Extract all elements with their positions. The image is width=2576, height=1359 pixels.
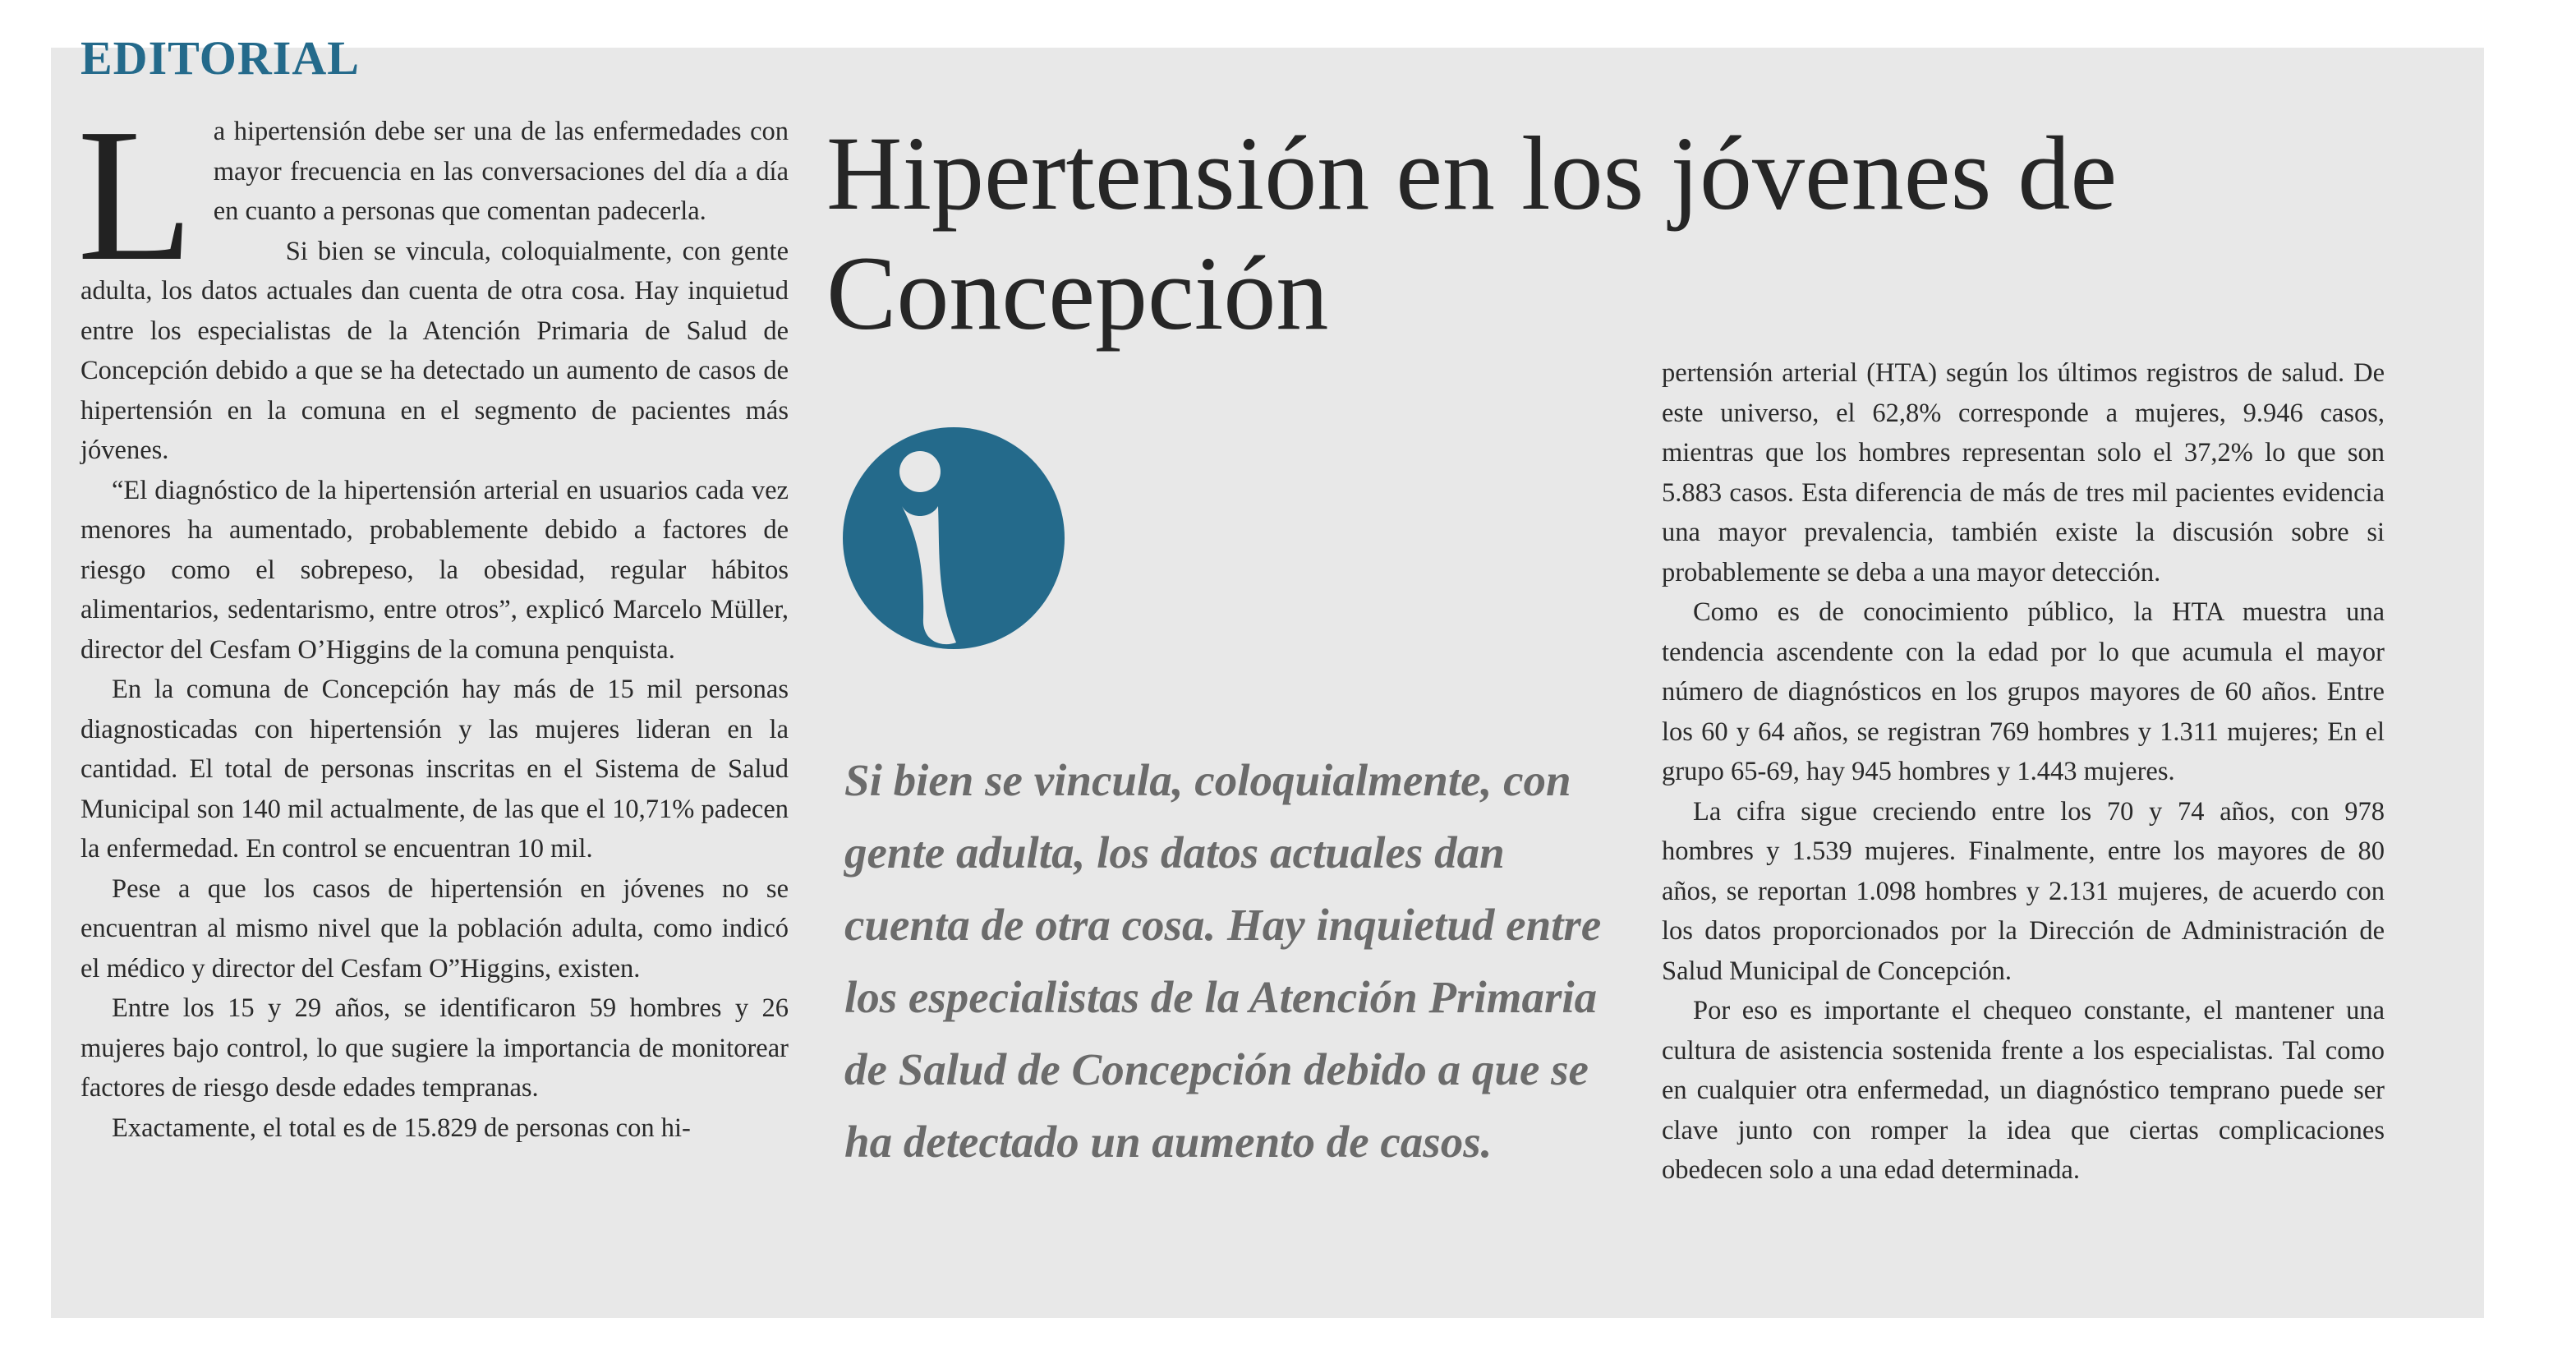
right-column: [1662, 353, 2385, 1191]
article-paragraph-4: En la comuna de Concepción hay más de 15 mil personas diagnosticadas con hipertensión y las mujeres lideran en la cantidad. El total de personas inscritas en el Sistema de Salud Municipal son 140 mil actualmente, de las que el 10,71% padecen la enfermedad. En control se encuentran 10 mil.: [80, 675, 789, 864]
article-paragraph-2: Si bien se vincula, coloquialmente, con gente adulta, los datos actuales dan cuenta de otra cosa. Hay inquietud entre los especialistas de la Atención Primaria de Salud de Concepción debido a que se ha detectado un aumento de casos de hipertensión en la comuna en el segmento de pacientes más jóvenes.: [80, 236, 789, 465]
article-paragraph-11: Por eso es importante el chequeo constante, el mantener una cultura de asistencia sostenida frente a los especialistas. Tal como en cualquier otra enfermedad, un diagnóstico temprano puede ser clave junto con romper la idea que ciertas complicaciones obedecen solo a una edad determinada.: [1662, 996, 2385, 1185]
headline: Hipertensión en los jóvenes de Concepción: [826, 115, 2118, 352]
info-icon: [843, 427, 1065, 649]
article-paragraph-9: Como es de conocimiento público, la HTA muestra una tendencia ascendente con la edad por lo que acumula el mayor número de diagnósticos en los grupos mayores de 60 años. Entre los 60 y 64 años, se registran 769 hombres y 1.311 mujeres; En el grupo 65-69, hay 945 hombres y 1.443 mujeres.: [1662, 597, 2385, 786]
article-paragraph-10: La cifra sigue creciendo entre los 70 y 74 años, con 978 hombres y 1.539 mujeres. Finalmente, entre los mayores de 80 años, se reportan 1.098 hombres y 2.131 mujeres, de acuerdo con los datos proporcionados por la Dirección de Administración de Salud Municipal de Concepción.: [1662, 796, 2385, 986]
article-paragraph-1: [77, 90, 789, 301]
article-paragraph-5: Pese a que los casos de hipertensión en jóvenes no se encuentran al mismo nivel que la población adulta, como indicó el médico y director del Cesfam O”Higgins, existen.: [80, 873, 789, 984]
article-paragraph-7: Exactamente, el total es de 15.829 de personas con hi-: [112, 1113, 691, 1143]
drop-cap: L: [77, 90, 194, 301]
article-paragraph-3: “El diagnóstico de la hipertensión arterial en usuarios cada vez menores ha aumentado, probablemente debido a factores de riesgo como el sobrepeso, la obesidad, regular hábitos alimentarios, sedentarismo, entre otros”, explicó Marcelo Müller, director del Cesfam O’Higgins de la comuna penquista.: [80, 475, 789, 665]
article-paragraph-8: pertensión arterial (HTA) según los últimos registros de salud. De este universo, el 62,8% corresponde a mujeres, 9.946 casos, mientras que los hombres representan solo el 37,2% lo que son 5.883 casos. Esta diferencia de más de tres mil pacientes evidencia una mayor prevalencia, también existe la discusión sobre si probablemente se deba a una mayor detección.: [1662, 358, 2385, 587]
left-column: [77, 90, 789, 1148]
section-label: EDITORIAL: [80, 31, 360, 85]
pull-quote: Si bien se vincula, coloquialmente, con gente adulta, los datos actuales dan cuenta de otra cosa. Hay inquietud entre los especialistas de la Atención Primaria de Salud de Concepción debido a que se ha detectado un aumento de casos.: [844, 755, 1602, 1167]
article-paragraph-6: Entre los 15 y 29 años, se identificaron 59 hombres y 26 mujeres bajo control, lo que sugiere la importancia de monitorear factores de riesgo desde edades tempranas.: [80, 993, 789, 1103]
paragraph-1-text: a hipertensión debe ser una de las enfermedades con mayor frecuencia en las conversaciones del día a día en cuanto a personas que comentan padecerla.: [213, 117, 789, 226]
